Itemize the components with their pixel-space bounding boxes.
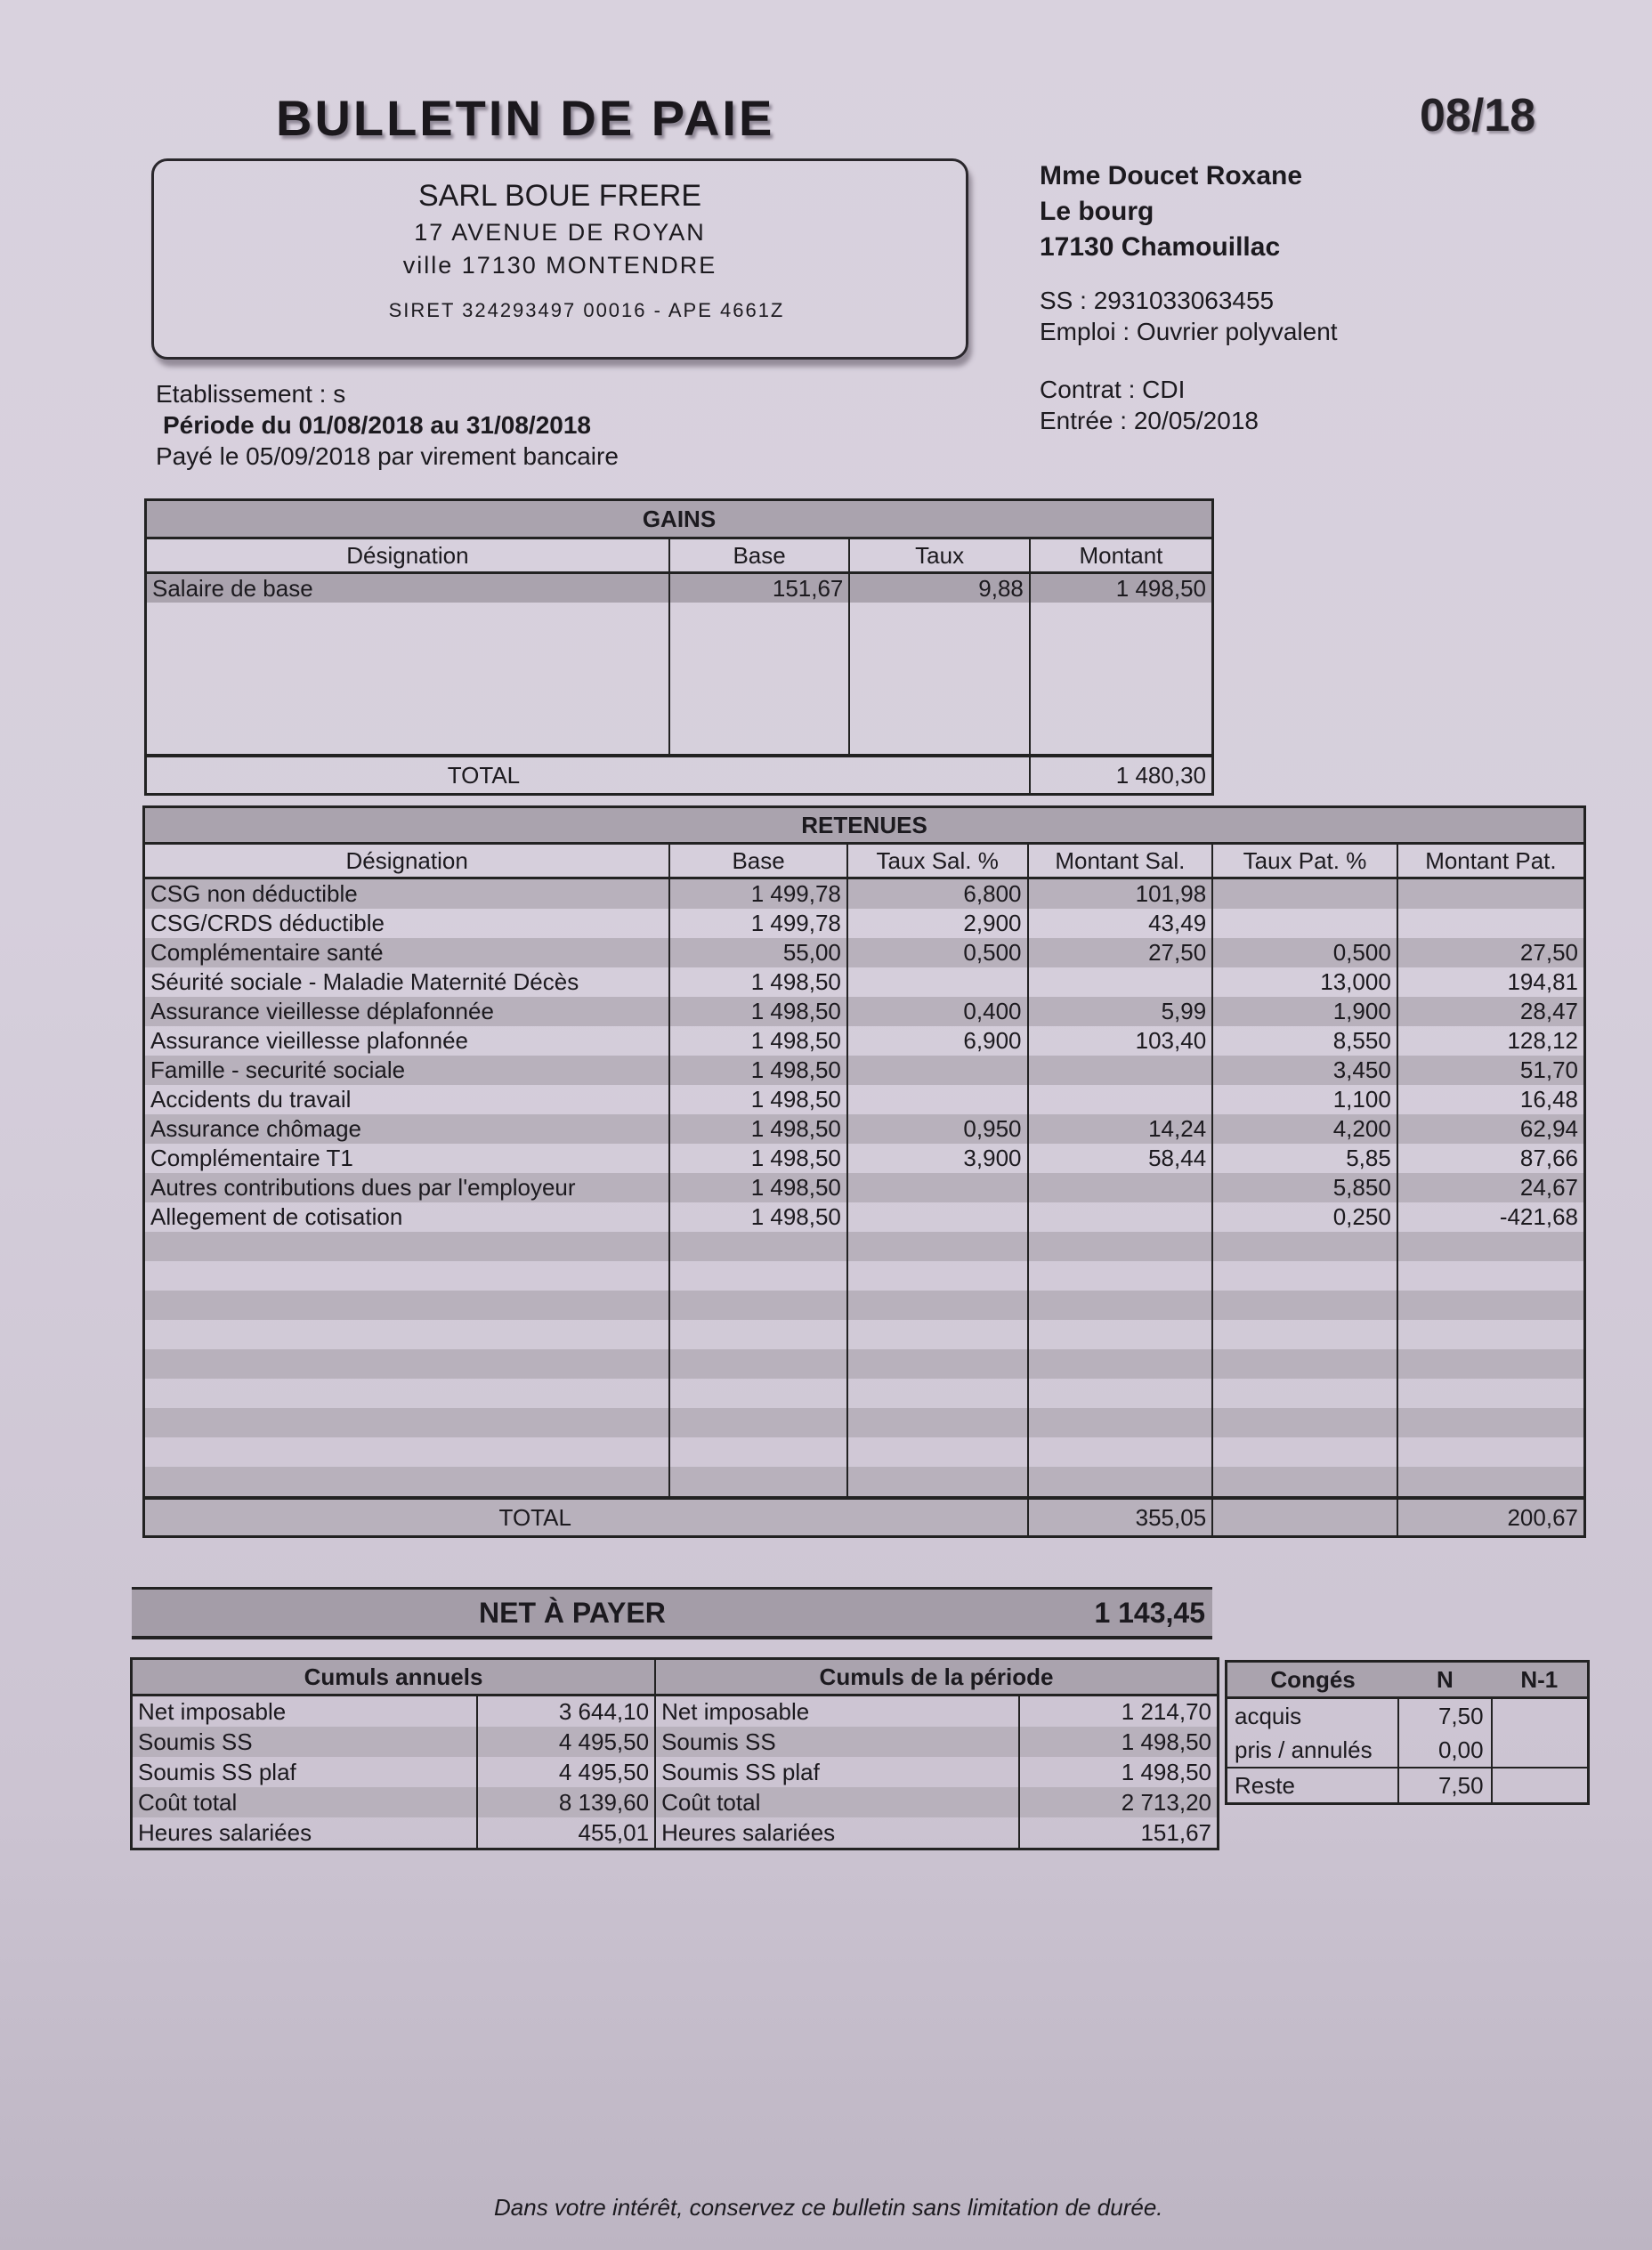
retenue-montant-sal xyxy=(1028,1202,1213,1232)
retenue-base: 1 498,50 xyxy=(669,967,847,997)
conges-n1 xyxy=(1492,1768,1589,1804)
empty-cell xyxy=(1397,1320,1585,1349)
conges-label: acquis xyxy=(1235,1702,1302,1729)
table-row xyxy=(144,1408,1585,1437)
cumul-periode-label: Heures salariées xyxy=(655,1817,1019,1849)
retenue-taux-sal xyxy=(847,1085,1028,1114)
retenue-designation: Séurité sociale - Maladie Maternité Décès xyxy=(150,968,579,995)
empty-cell xyxy=(669,1437,847,1467)
empty-cell xyxy=(1397,1437,1585,1467)
employer-address-line1: 17 AVENUE DE ROYAN xyxy=(414,219,706,246)
empty-cell xyxy=(1028,1437,1213,1467)
table-row xyxy=(144,997,1585,1026)
net-label: NET À PAYER xyxy=(479,1596,666,1629)
empty-cell xyxy=(1212,1349,1397,1379)
employee-contrat: Contrat : CDI xyxy=(1040,376,1186,403)
cumul-annuel-label: Coût total xyxy=(138,1788,238,1816)
payment-info: Payé le 05/09/2018 par virement bancaire xyxy=(156,442,619,470)
employer-box xyxy=(151,158,968,360)
retenue-montant-pat: 28,47 xyxy=(1397,997,1585,1026)
retenue-montant-sal: 43,49 xyxy=(1028,909,1213,938)
empty-cell xyxy=(144,1467,670,1498)
retenue-montant-sal: 5,99 xyxy=(1028,997,1213,1026)
cumul-periode-label: Coût total xyxy=(655,1787,1019,1817)
etablissement: Etablissement : s xyxy=(156,380,346,408)
col-taux: Taux xyxy=(849,538,1029,573)
cumul-periode-value: 151,67 xyxy=(1019,1817,1219,1849)
table-row xyxy=(144,1379,1585,1408)
retenue-taux-pat: 0,500 xyxy=(1212,938,1397,967)
empty-cell xyxy=(144,1291,670,1320)
empty-cell xyxy=(669,1379,847,1408)
retenue-designation: Assurance vieillesse plafonnée xyxy=(150,1027,468,1054)
empty-cell xyxy=(1212,1437,1397,1467)
col-base: Base xyxy=(669,844,847,878)
empty-cell xyxy=(1028,1408,1213,1437)
empty-cell xyxy=(847,1261,1028,1291)
table-row xyxy=(144,1437,1585,1467)
table-row xyxy=(144,1144,1585,1173)
empty-cell xyxy=(144,1261,670,1291)
retenue-montant-sal xyxy=(1028,1173,1213,1202)
table-row xyxy=(144,967,1585,997)
retenue-base: 1 499,78 xyxy=(669,878,847,910)
pay-meta xyxy=(156,378,619,472)
table-row xyxy=(132,1727,1219,1757)
empty-cell xyxy=(847,1408,1028,1437)
empty-cell xyxy=(847,1467,1028,1498)
cumul-annuel-value: 455,01 xyxy=(477,1817,655,1849)
empty-cell xyxy=(847,1349,1028,1379)
gains-title: GAINS xyxy=(642,505,717,532)
cumul-periode-value: 1 214,70 xyxy=(1019,1696,1219,1728)
retenue-montant-pat: -421,68 xyxy=(1397,1202,1585,1232)
table-row xyxy=(144,1349,1585,1379)
retenue-base: 1 498,50 xyxy=(669,1056,847,1085)
empty-cell xyxy=(144,1320,670,1349)
empty-cell xyxy=(1028,1320,1213,1349)
employer-siret: SIRET 324293497 00016 - APE 4661Z xyxy=(388,299,785,321)
retenue-taux-sal xyxy=(847,967,1028,997)
cumuls-annuels-title: Cumuls annuels xyxy=(132,1659,656,1696)
retenue-taux-pat xyxy=(1212,878,1397,910)
cumul-periode-label: Net imposable xyxy=(655,1696,1019,1728)
retenue-base: 1 498,50 xyxy=(669,1085,847,1114)
cumul-annuel-value: 4 495,50 xyxy=(477,1757,655,1787)
retenue-taux-pat xyxy=(1212,909,1397,938)
retenue-base: 1 498,50 xyxy=(669,997,847,1026)
retenue-montant-pat: 194,81 xyxy=(1397,967,1585,997)
table-row xyxy=(132,1817,1219,1849)
table-row xyxy=(144,1291,1585,1320)
retenue-designation: Accidents du travail xyxy=(150,1086,352,1113)
retenue-designation: Autres contributions dues par l'employeur xyxy=(150,1174,576,1201)
retenue-designation: Assurance chômage xyxy=(150,1115,362,1142)
retenue-base: 1 499,78 xyxy=(669,909,847,938)
retenue-taux-sal: 6,800 xyxy=(847,878,1028,910)
gain-taux: 9,88 xyxy=(849,573,1029,603)
table-row xyxy=(144,1202,1585,1232)
retenues-title: RETENUES xyxy=(801,811,927,838)
retenue-base: 55,00 xyxy=(669,938,847,967)
empty-cell xyxy=(144,1379,670,1408)
empty-cell xyxy=(1397,1467,1585,1498)
cumul-periode-value: 1 498,50 xyxy=(1019,1727,1219,1757)
empty-cell xyxy=(1028,1467,1213,1498)
employee-emploi: Emploi : Ouvrier polyvalent xyxy=(1040,318,1338,345)
footer-note: Dans votre intérêt, conservez ce bulletin sans limitation de durée. xyxy=(494,2194,1163,2221)
empty-cell xyxy=(1397,1349,1585,1379)
cumul-annuel-label: Heures salariées xyxy=(138,1818,312,1846)
retenue-montant-pat: 51,70 xyxy=(1397,1056,1585,1085)
retenue-montant-pat: 128,12 xyxy=(1397,1026,1585,1056)
employee-address-line2: 17130 Chamouillac xyxy=(1040,232,1281,262)
retenue-taux-sal: 6,900 xyxy=(847,1026,1028,1056)
cumul-periode-label: Soumis SS plaf xyxy=(655,1757,1019,1787)
table-row xyxy=(132,1757,1219,1787)
empty-cell xyxy=(1028,1261,1213,1291)
employee-ss: SS : 2931033063455 xyxy=(1040,287,1275,314)
empty-cell xyxy=(1212,1232,1397,1261)
retenue-taux-sal: 0,400 xyxy=(847,997,1028,1026)
empty-cell xyxy=(847,1320,1028,1349)
table-row xyxy=(144,909,1585,938)
empty-cell xyxy=(847,1437,1028,1467)
retenue-designation: Allegement de cotisation xyxy=(150,1203,403,1230)
col-montant: Montant xyxy=(1030,538,1213,573)
table-row xyxy=(1227,1698,1589,1734)
conges-n: 7,50 xyxy=(1398,1768,1491,1804)
empty-cell xyxy=(144,1232,670,1261)
retenue-montant-pat: 16,48 xyxy=(1397,1085,1585,1114)
retenue-montant-pat xyxy=(1397,878,1585,910)
gains-table xyxy=(144,498,1214,796)
retenue-base: 1 498,50 xyxy=(669,1026,847,1056)
gains-total-value: 1 480,30 xyxy=(1030,756,1213,795)
retenue-montant-sal: 103,40 xyxy=(1028,1026,1213,1056)
retenues-total-sal: 355,05 xyxy=(1028,1498,1213,1537)
period-code: 08/18 xyxy=(1420,90,1536,142)
empty-cell xyxy=(669,1408,847,1437)
empty-cell xyxy=(1212,1408,1397,1437)
retenues-total-label: TOTAL xyxy=(144,1498,1028,1537)
retenue-taux-pat: 1,900 xyxy=(1212,997,1397,1026)
table-row xyxy=(144,1232,1585,1261)
net-value: 1 143,45 xyxy=(1094,1596,1205,1629)
retenue-montant-sal: 14,24 xyxy=(1028,1114,1213,1144)
retenue-montant-sal xyxy=(1028,1085,1213,1114)
retenue-taux-sal xyxy=(847,1056,1028,1085)
employee-block xyxy=(1040,158,1302,265)
retenues-total-pat: 200,67 xyxy=(1397,1498,1585,1537)
conges-title: Congés xyxy=(1227,1662,1399,1698)
cumuls-table xyxy=(130,1657,1219,1850)
col-designation: Désignation xyxy=(144,844,670,878)
retenue-taux-pat: 8,550 xyxy=(1212,1026,1397,1056)
table-row xyxy=(144,878,1585,910)
cumul-annuel-value: 8 139,60 xyxy=(477,1787,655,1817)
gain-base: 151,67 xyxy=(669,573,850,603)
retenue-taux-sal: 0,500 xyxy=(847,938,1028,967)
retenue-montant-pat: 24,67 xyxy=(1397,1173,1585,1202)
cumul-annuel-value: 4 495,50 xyxy=(477,1727,655,1757)
retenue-taux-pat: 1,100 xyxy=(1212,1085,1397,1114)
table-row xyxy=(146,573,1213,603)
retenue-montant-sal: 101,98 xyxy=(1028,878,1213,910)
retenue-montant-pat: 27,50 xyxy=(1397,938,1585,967)
conges-n: 0,00 xyxy=(1398,1733,1491,1768)
retenue-designation: Complémentaire santé xyxy=(150,939,384,966)
col-base: Base xyxy=(669,538,850,573)
empty-cell xyxy=(1028,1349,1213,1379)
cumul-periode-value: 2 713,20 xyxy=(1019,1787,1219,1817)
col-taux-pat: Taux Pat. % xyxy=(1212,844,1397,878)
gain-designation: Salaire de base xyxy=(152,574,313,602)
retenue-montant-sal: 58,44 xyxy=(1028,1144,1213,1173)
conges-label: Reste xyxy=(1227,1768,1399,1804)
retenue-designation: CSG/CRDS déductible xyxy=(150,910,385,936)
table-row xyxy=(144,1467,1585,1498)
retenue-taux-pat: 0,250 xyxy=(1212,1202,1397,1232)
cumul-annuel-label: Soumis SS xyxy=(138,1728,253,1755)
employee-address-line1: Le bourg xyxy=(1040,197,1154,226)
conges-n1 xyxy=(1492,1698,1589,1734)
empty-cell xyxy=(1028,1291,1213,1320)
col-taux-sal: Taux Sal. % xyxy=(847,844,1028,878)
pay-period: Période du 01/08/2018 au 31/08/2018 xyxy=(163,411,591,439)
table-row xyxy=(144,1320,1585,1349)
table-row xyxy=(132,1696,1219,1728)
retenue-taux-pat: 5,85 xyxy=(1212,1144,1397,1173)
retenue-designation: Complémentaire T1 xyxy=(150,1145,353,1171)
empty-cell xyxy=(1397,1291,1585,1320)
retenues-table xyxy=(142,805,1586,1538)
cumul-annuel-value: 3 644,10 xyxy=(477,1696,655,1728)
retenue-taux-sal: 0,950 xyxy=(847,1114,1028,1144)
empty-cell xyxy=(669,1320,847,1349)
cumul-periode-value: 1 498,50 xyxy=(1019,1757,1219,1787)
retenue-montant-sal xyxy=(1028,1056,1213,1085)
gains-total-label: TOTAL xyxy=(146,756,1030,795)
document-title: BULLETIN DE PAIE xyxy=(276,90,775,146)
empty-cell xyxy=(669,1467,847,1498)
table-row xyxy=(144,938,1585,967)
retenue-taux-sal: 3,900 xyxy=(847,1144,1028,1173)
empty-cell xyxy=(1212,1379,1397,1408)
empty-cell xyxy=(1397,1261,1585,1291)
conges-n1 xyxy=(1492,1733,1589,1768)
table-row xyxy=(144,1085,1585,1114)
retenue-base: 1 498,50 xyxy=(669,1202,847,1232)
retenue-base: 1 498,50 xyxy=(669,1114,847,1144)
empty-cell xyxy=(669,1261,847,1291)
gain-montant: 1 498,50 xyxy=(1030,573,1213,603)
employer-name: SARL BOUE FRERE xyxy=(417,179,702,213)
table-row xyxy=(1227,1768,1589,1804)
empty-cell xyxy=(847,1379,1028,1408)
empty-cell xyxy=(847,1291,1028,1320)
retenue-taux-pat: 3,450 xyxy=(1212,1056,1397,1085)
table-row xyxy=(144,1026,1585,1056)
empty-cell xyxy=(669,1232,847,1261)
empty-cell xyxy=(669,1291,847,1320)
conges-n: 7,50 xyxy=(1398,1698,1491,1734)
retenue-montant-pat: 62,94 xyxy=(1397,1114,1585,1144)
retenue-taux-sal xyxy=(847,1202,1028,1232)
empty-cell xyxy=(1212,1320,1397,1349)
retenue-taux-sal: 2,900 xyxy=(847,909,1028,938)
table-row xyxy=(144,1056,1585,1085)
cumul-annuel-label: Soumis SS plaf xyxy=(138,1758,296,1785)
cumul-periode-label: Soumis SS xyxy=(655,1727,1019,1757)
empty-cell xyxy=(1212,1261,1397,1291)
retenue-taux-pat: 13,000 xyxy=(1212,967,1397,997)
empty-cell xyxy=(1212,1467,1397,1498)
retenue-designation: Assurance vieillesse déplafonnée xyxy=(150,998,494,1024)
empty-cell xyxy=(144,1408,670,1437)
empty-cell xyxy=(847,1232,1028,1261)
retenue-montant-sal xyxy=(1028,967,1213,997)
empty-cell xyxy=(1397,1408,1585,1437)
retenue-taux-pat: 4,200 xyxy=(1212,1114,1397,1144)
retenue-base: 1 498,50 xyxy=(669,1173,847,1202)
empty-cell xyxy=(144,1349,670,1379)
retenue-taux-sal xyxy=(847,1173,1028,1202)
col-designation: Désignation xyxy=(146,538,669,573)
empty-cell xyxy=(1028,1379,1213,1408)
table-row xyxy=(1227,1733,1589,1768)
empty-cell xyxy=(1028,1232,1213,1261)
retenue-designation: Famille - securité sociale xyxy=(150,1056,406,1083)
retenue-designation: CSG non déductible xyxy=(150,880,358,907)
conges-table xyxy=(1225,1660,1590,1805)
retenue-montant-sal: 27,50 xyxy=(1028,938,1213,967)
table-row xyxy=(144,1261,1585,1291)
employer-address-line2: ville 17130 MONTENDRE xyxy=(402,252,717,279)
retenue-montant-pat xyxy=(1397,909,1585,938)
conges-col-n: N xyxy=(1398,1662,1491,1698)
employee-entree: Entrée : 20/05/2018 xyxy=(1040,407,1259,434)
empty-cell xyxy=(1397,1232,1585,1261)
retenue-base: 1 498,50 xyxy=(669,1144,847,1173)
conges-label: pris / annulés xyxy=(1235,1736,1373,1763)
conges-col-n1: N-1 xyxy=(1492,1662,1589,1698)
employee-name: Mme Doucet Roxane xyxy=(1040,161,1303,190)
col-montant-pat: Montant Pat. xyxy=(1397,844,1585,878)
cumul-annuel-label: Net imposable xyxy=(138,1697,287,1725)
retenue-taux-pat: 5,850 xyxy=(1212,1173,1397,1202)
employee-contract-block xyxy=(1040,374,1259,436)
net-a-payer xyxy=(132,1587,1212,1639)
table-row xyxy=(132,1787,1219,1817)
empty-cell xyxy=(1212,1291,1397,1320)
col-montant-sal: Montant Sal. xyxy=(1028,844,1213,878)
table-row xyxy=(144,1173,1585,1202)
cumuls-periode-title: Cumuls de la période xyxy=(655,1659,1218,1696)
empty-cell xyxy=(1397,1379,1585,1408)
empty-cell xyxy=(144,1437,670,1467)
table-row xyxy=(144,1114,1585,1144)
retenue-montant-pat: 87,66 xyxy=(1397,1144,1585,1173)
employee-id-block xyxy=(1040,285,1338,347)
empty-cell xyxy=(669,1349,847,1379)
